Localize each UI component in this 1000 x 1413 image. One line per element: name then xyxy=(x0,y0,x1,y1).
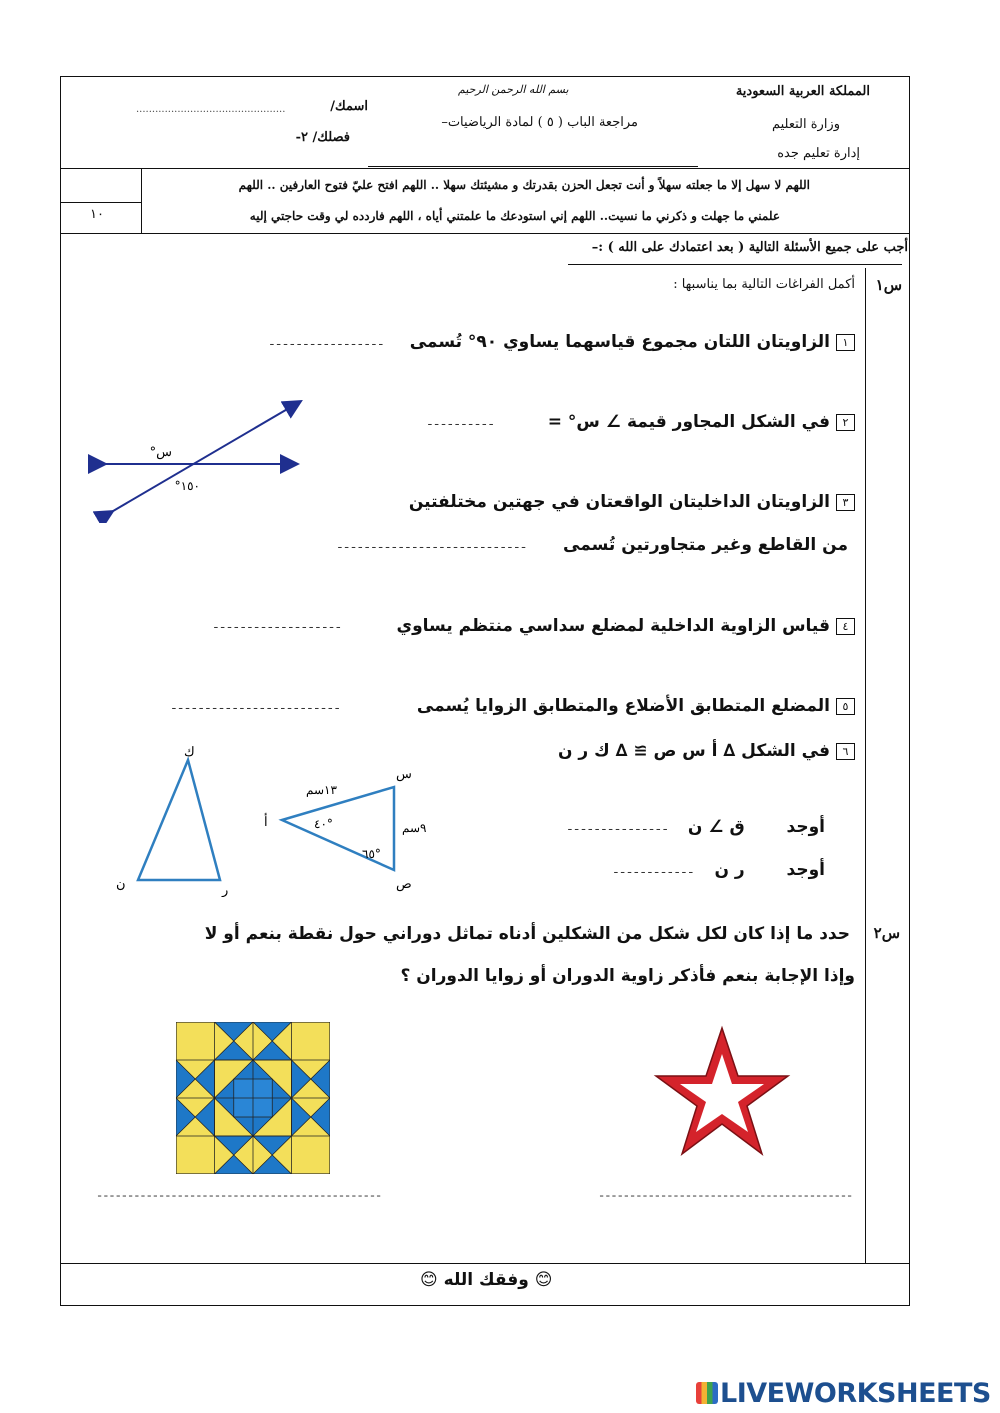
item-number: ٢ xyxy=(836,414,855,431)
q1-label: س١ xyxy=(875,276,902,294)
vertex-k-label: ك xyxy=(184,745,195,760)
q1-prompt: أكمل الفراغات التالية بما يناسبها : xyxy=(673,277,855,292)
item-number: ٥ xyxy=(836,698,855,715)
q2-answer-right[interactable] xyxy=(596,1176,858,1198)
q1-item-5 xyxy=(417,696,855,716)
item-number: ٣ xyxy=(836,494,855,511)
q1-item-3 xyxy=(409,492,855,512)
vertex-a-label: أ xyxy=(264,815,268,830)
vertex-r-label: ر xyxy=(222,883,229,897)
angle-x-label: س° xyxy=(149,445,172,460)
logo-mark-icon xyxy=(696,1382,718,1404)
question-column-divider xyxy=(865,268,866,1263)
q2-blank-left: ---------------------------------------------- xyxy=(96,1189,382,1203)
q1-item-2-blank: ---------- xyxy=(426,417,495,432)
side-sp-label: ٩سم xyxy=(402,821,427,835)
triangle-asp-figure xyxy=(260,762,450,897)
find-label: أوجد xyxy=(786,817,825,837)
basmala: بسم الله الرحمن الرحيم xyxy=(458,83,569,96)
tile-pattern-figure xyxy=(176,1022,330,1174)
triangle-krn-figure xyxy=(110,742,245,897)
q1-item-4 xyxy=(397,616,855,636)
q1-item-3-line-2: من القاطع وغير متجاورتين تُسمى xyxy=(563,535,848,555)
footer-text: 😊 وفقك الله 😊 xyxy=(420,1270,553,1290)
find-row-2 xyxy=(714,860,825,880)
q1-item-1-blank: ----------------- xyxy=(268,337,384,352)
q1-item-4-blank: ------------------- xyxy=(212,620,342,635)
find-row-1 xyxy=(688,817,825,837)
brand-text: LIVEWORKSHEETS xyxy=(720,1378,991,1409)
footer-divider xyxy=(60,1263,910,1264)
prayer-divider xyxy=(60,233,910,234)
transversal-line xyxy=(108,404,296,514)
angle-a-label: ٤٠° xyxy=(314,817,333,831)
total-score: ١٠ xyxy=(90,207,104,222)
review-title-underline xyxy=(368,166,698,167)
q1-item-1 xyxy=(410,332,855,352)
review-title: مراجعة الباب ( ٥ ) لمادة الرياضيات– xyxy=(441,115,638,130)
q2-answer-left[interactable] xyxy=(96,1176,392,1198)
find-target: ق ∠ ن xyxy=(687,817,745,837)
name-label: اسمك/ xyxy=(330,99,368,114)
header-divider xyxy=(60,168,910,169)
side-as-label: ١٣سم xyxy=(306,783,337,797)
q1-item-1-answer[interactable] xyxy=(266,326,396,348)
score-box-divider xyxy=(60,202,142,203)
find-row-1-blank: --------------- xyxy=(566,822,669,837)
vertex-s-label: س xyxy=(396,767,412,782)
instructions-underline xyxy=(568,264,902,265)
q1-item-2 xyxy=(548,412,855,432)
q1-item-5-answer[interactable] xyxy=(168,690,350,712)
item-number: ١ xyxy=(836,334,855,351)
q2-line-1: حدد ما إذا كان لكل شكل من الشكلين أدناه تماثل دوراني حول نقطة بنعم أو لا xyxy=(204,924,850,944)
score-input[interactable] xyxy=(64,172,138,198)
find-rn-answer[interactable] xyxy=(610,854,706,876)
liveworksheets-logo xyxy=(696,1378,991,1409)
q1-item-4-answer[interactable] xyxy=(210,609,350,631)
country-label: المملكة العربية السعودية xyxy=(735,84,870,99)
item-text: الزاويتان اللتان مجموع قياسهما يساوي ٩٠° تُسمى xyxy=(409,332,830,352)
instructions: أجب على جميع الأسئلة التالية ( بعد اعتمادك على الله ) :– xyxy=(591,240,908,255)
ministry-label: وزارة التعليم xyxy=(771,117,840,132)
q1-item-3-blank: ---------------------------- xyxy=(336,540,527,555)
find-target: ر ن xyxy=(714,860,745,880)
q1-item-2-answer[interactable] xyxy=(424,406,500,428)
find-angle-n-answer[interactable] xyxy=(564,811,676,833)
class-label: فصلك/ ٢- xyxy=(295,130,350,145)
angle-150-label: ١٥٠° xyxy=(174,479,200,493)
q1-item-3-answer[interactable] xyxy=(334,529,540,551)
q1-item-6 xyxy=(558,741,855,761)
item-text: في الشكل المجاور قيمة ∠ س° = xyxy=(547,412,830,432)
q1-item-5-blank: ------------------------- xyxy=(170,701,341,716)
parallel-lines-figure xyxy=(80,398,310,523)
name-input[interactable] xyxy=(136,96,316,116)
angle-p-label: ٦٥° xyxy=(362,847,381,861)
item-number: ٦ xyxy=(836,743,855,760)
department-label: إدارة تعليم جده xyxy=(777,146,860,161)
item-text: في الشكل ∆ أ س ص ≅ ∆ ك ر ن xyxy=(557,741,830,761)
item-text: المضلع المتطابق الأضلاع والمتطابق الزوايا يُسمى xyxy=(416,696,830,716)
item-number: ٤ xyxy=(836,618,855,635)
star-figure xyxy=(648,1024,798,1159)
q2-label: س٢ xyxy=(873,924,900,942)
item-text: قياس الزاوية الداخلية لمضلع سداسي منتظم يساوي xyxy=(396,616,830,636)
find-label: أوجد xyxy=(786,860,825,880)
prayer-line-1: اللهم لا سهل إلا ما جعلته سهلاً و أنت تجعل الحزن بقدرتك و مشيئتك سهلا .. اللهم افتح عليّ فتوح العارفين .. اللهم xyxy=(238,178,810,192)
prayer-line-2: علمني ما جهلت و ذكرني ما نسيت.. اللهم إني استودعك ما علمتني أياه ، اللهم فاردده لي وقت حاجتي إليه xyxy=(249,209,780,223)
item-text: الزاويتان الداخليتان الواقعتان في جهتين مختلفتين xyxy=(408,492,830,512)
triangle-krn xyxy=(138,760,220,880)
vertex-p-label: ص xyxy=(396,877,412,892)
vertex-n-label: ن xyxy=(116,877,126,892)
q2-blank-right: ----------------------------------------- xyxy=(598,1189,853,1203)
find-row-2-blank: ------------ xyxy=(612,865,694,880)
name-dots: ............................................... xyxy=(136,104,286,115)
q2-line-2: وإذا الإجابة بنعم فأذكر زاوية الدوران أو زوايا الدوران ؟ xyxy=(400,966,855,986)
